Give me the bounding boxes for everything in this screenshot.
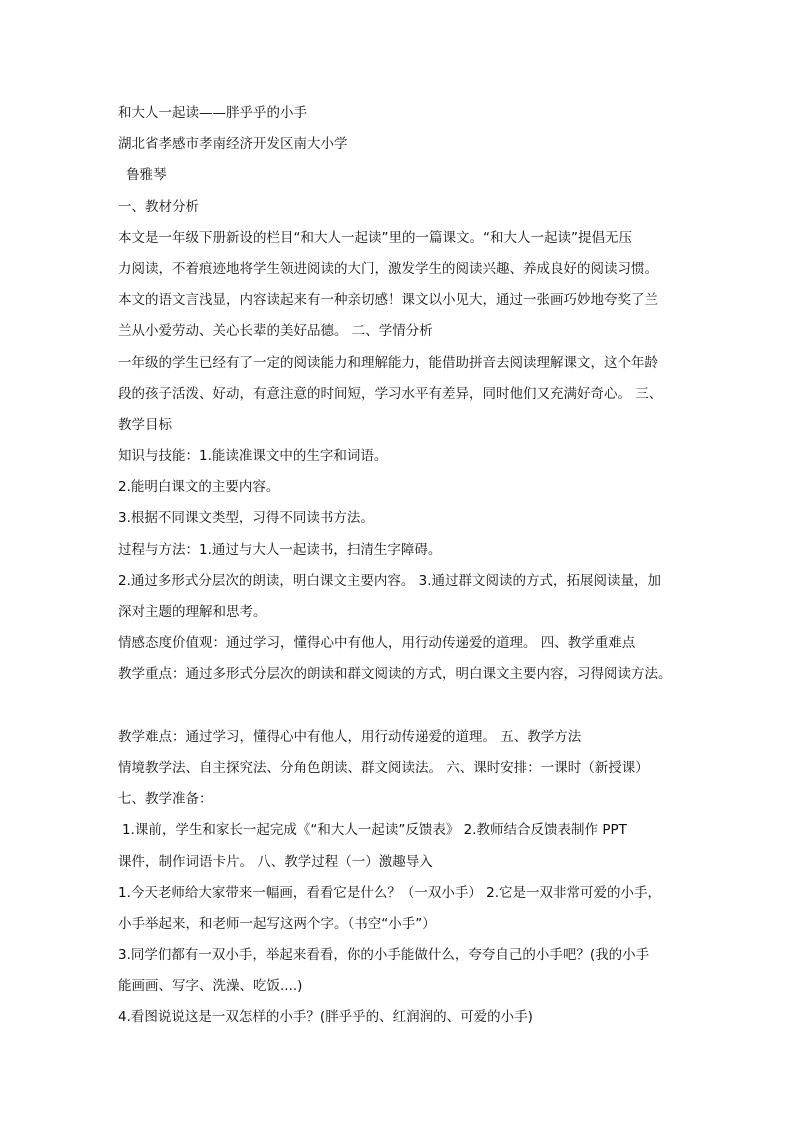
text-line: 教学目标 (118, 416, 172, 433)
text-line: 情感态度价值观：通过学习，懂得心中有他人，用行动传递爱的道理。 四、教学重难点 (118, 635, 636, 652)
text-line: 过程与方法：1.通过与大人一起读书，扫清生字障碍。 (118, 541, 442, 558)
text-line: 力阅读，不着痕迹地将学生领进阅读的大门，激发学生的阅读兴趣、养成良好的阅读习惯。 (118, 260, 658, 277)
section-heading: 一、教材分析 (118, 198, 199, 215)
blank-line (118, 691, 692, 722)
text-line: 情境教学法、自主探究法、分角色朗读、群文阅读法。 六、课时安排：一课时（新授课） (118, 759, 649, 776)
text-line: 深对主题的理解和思考。 (118, 604, 267, 620)
school-name: 湖北省孝感市孝南经济开发区南大小学 (118, 136, 348, 153)
text-line: 小手举起来，和老师一起写这两个字。（书空“小手”） (118, 915, 436, 932)
text-line: 段的孩子活泼、好动，有意注意的时间短，学习水平有差异，同时他们又充满好奇心。 三、 (118, 385, 663, 402)
text-line: 本文是一年级下册新设的栏目“和大人一起读”里的一篇课文。“和大人一起读”提倡无压 (118, 229, 632, 246)
text-line: 教学重点：通过多形式分层次的朗读和群文阅读的方式，明白课文主要内容，习得阅读方法。 (118, 666, 672, 683)
text-line: 七、教学准备： (118, 791, 213, 808)
text-line: 2.能明白课文的主要内容。 (118, 479, 280, 496)
text-line: 兰从小爱劳动、关心长辈的美好品德。 二、学情分析 (118, 323, 433, 340)
text-line: 3.同学们都有一双小手，举起来看看，你的小手能做什么，夸夸自己的小手吧？(我的小手 (118, 947, 650, 964)
text-line: 教学难点：通过学习，懂得心中有他人，用行动传递爱的道理。 五、教学方法 (118, 728, 582, 745)
text-line: 1.今天老师给大家带来一幅画，看看它是什么？（一双小手） 2.它是一双非常可爱的小手， (118, 884, 662, 901)
document-title: 和大人一起读——胖乎乎的小手 (118, 105, 307, 121)
text-line: 1.课前，学生和家长一起完成《“和大人一起读”反馈表》 2.教师结合反馈表制作 PPT (122, 822, 627, 839)
text-line: 能画画、写字、洗澡、吃饭....) (118, 978, 303, 995)
text-line: 3.根据不同课文类型，习得不同读书方法。 (118, 510, 374, 527)
text-line: 2.通过多形式分层次的朗读，明白课文主要内容。 3.通过群文阅读的方式，拓展阅读量，加 (118, 572, 662, 589)
author-name: 鲁雅琴 (126, 167, 167, 184)
text-line: 4.看图说说这是一双怎样的小手？(胖乎乎的、红润润的、可爱的小手) (118, 1009, 533, 1026)
text-line: 知识与技能：1.能读准课文中的生字和词语。 (118, 448, 388, 465)
text-line: 本文的语文言浅显，内容读起来有一种亲切感！课文以小见大，通过一张画巧妙地夸奖了兰 (118, 292, 658, 309)
text-line: 课件，制作词语卡片。 八、教学过程（一）激趣导入 (118, 853, 433, 870)
text-line: 一年级的学生已经有了一定的阅读能力和理解能力，能借助拼音去阅读理解课文，这个年龄 (118, 354, 658, 371)
